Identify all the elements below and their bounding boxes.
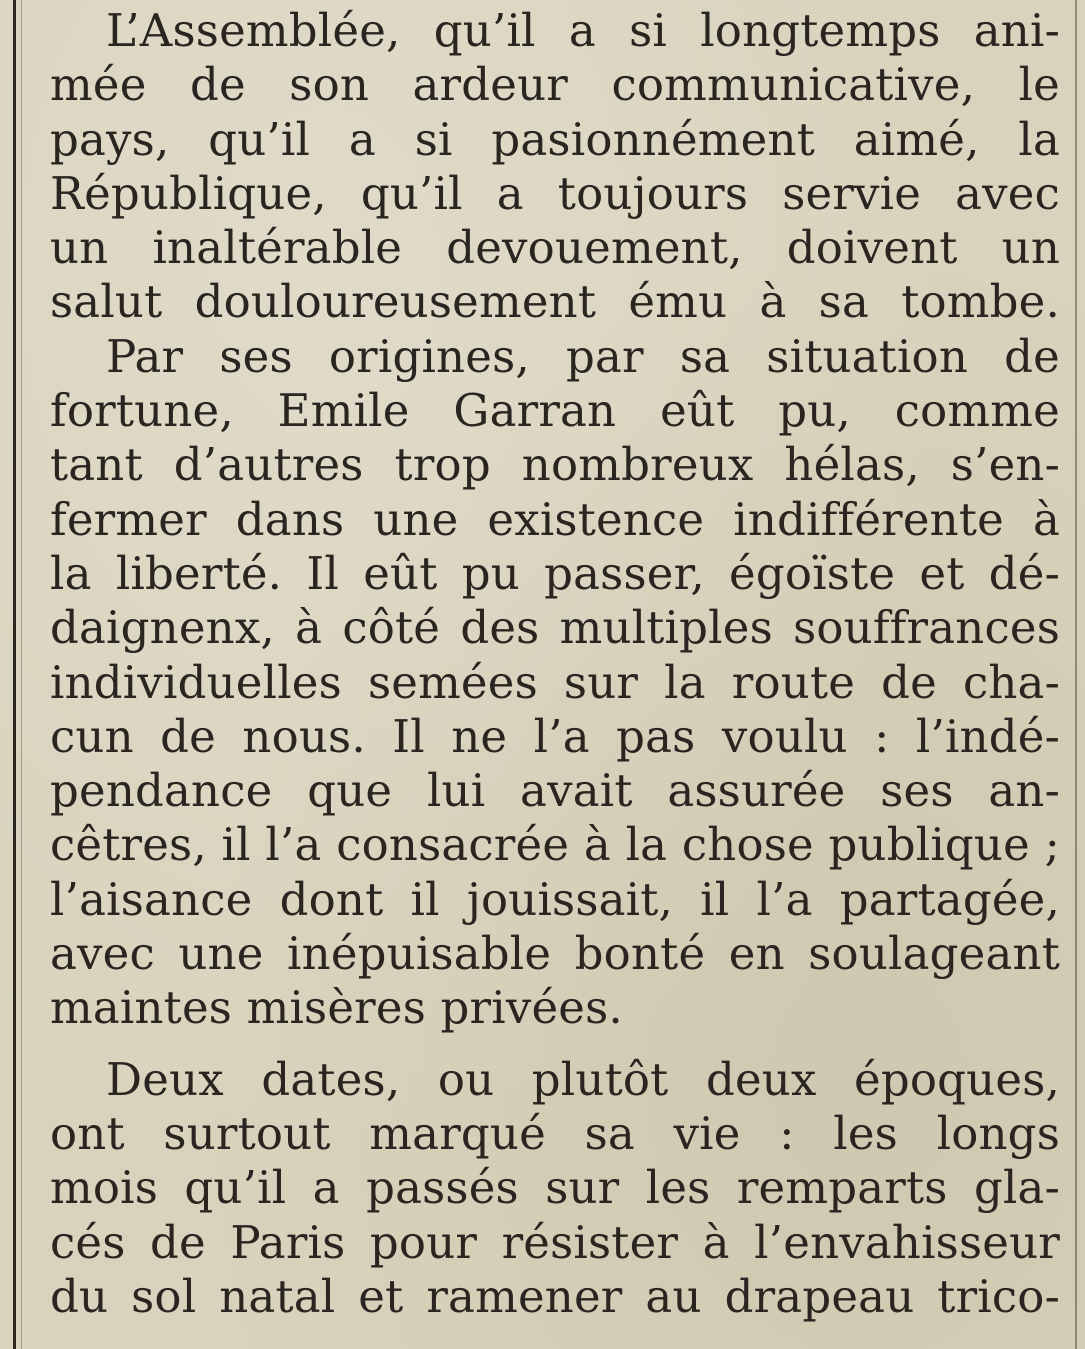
text-line: daignenx, à côté des multiples souffrances xyxy=(50,601,1060,655)
text-line: cun de nous. Il ne l’a pas voulu : l’indé- xyxy=(50,709,1060,763)
column-rule-left-inner xyxy=(21,0,22,1349)
text-line: salut douloureusement ému à sa tombe. xyxy=(50,275,1060,329)
text-line: l’aisance dont il jouissait, il l’a partagée, xyxy=(50,872,1060,926)
text-line: Deux dates, ou plutôt deux époques, xyxy=(106,1052,1060,1106)
text-line: individuelles semées sur la route de cha- xyxy=(50,655,1060,709)
paragraph-gap xyxy=(50,1036,1060,1053)
text-line: L’Assemblée, qu’il a si longtemps ani- xyxy=(106,4,1060,57)
text-line: mois qu’il a passés sur les remparts gla- xyxy=(50,1161,1060,1215)
paragraph xyxy=(50,4,1060,330)
text-line: avec une inépuisable bonté en soulageant xyxy=(50,927,1060,981)
paragraph xyxy=(50,1053,1060,1324)
text-line: la liberté. Il eût pu passer, égoïste et dé- xyxy=(50,546,1060,600)
text-line: ont surtout marqué sa vie : les longs xyxy=(50,1106,1060,1160)
text-line: un inaltérable devouement, doivent un xyxy=(50,221,1060,275)
text-line: fortune, Emile Garran eût pu, comme xyxy=(50,384,1060,438)
article-column xyxy=(50,4,1060,1324)
text-line: pays, qu’il a si pasionnément aimé, la xyxy=(50,112,1060,166)
text-line: pendance que lui avait assurée ses an- xyxy=(50,764,1060,818)
text-line: tant d’autres trop nombreux hélas, s’en- xyxy=(50,438,1060,492)
text-line: fermer dans une existence indifférente à xyxy=(50,492,1060,546)
text-line: cés de Paris pour résister à l’envahisseur xyxy=(50,1215,1060,1269)
text-line: du sol natal et ramener au drapeau trico- xyxy=(50,1269,1060,1323)
column-rule-right xyxy=(1075,0,1077,1349)
text-line: République, qu’il a toujours servie avec xyxy=(50,166,1060,220)
text-line: Par ses origines, par sa situation de xyxy=(106,329,1060,383)
text-line: mée de son ardeur communicative, le xyxy=(50,58,1060,112)
text-line: maintes misères privées. xyxy=(50,981,623,1035)
text-line: cêtres, il l’a consacrée à la chose publique ; xyxy=(50,818,1060,872)
column-rule-left xyxy=(13,0,16,1349)
paragraph xyxy=(50,330,1060,1036)
